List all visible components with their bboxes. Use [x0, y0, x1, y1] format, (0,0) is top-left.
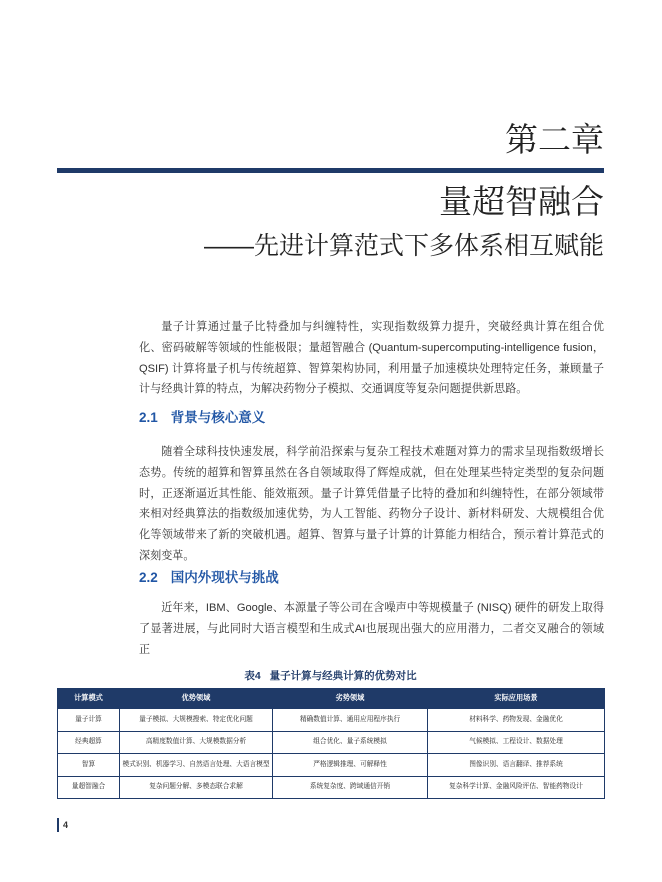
- cell-mode: 智算: [58, 754, 120, 777]
- chapter-subtitle: ——先进计算范式下多体系相互赋能: [203, 232, 604, 260]
- column-header-mode: 计算模式: [58, 689, 120, 709]
- section-paragraph: 随着全球科技快速发展，科学前沿探索与复杂工程技术难题对算力的需求呈现指数级增长态势。传统的超算和智算虽然在各自领域取得了辉煌成就，但在处理某些特定类型的复杂问题时，正逐渐逼近其性能、能效瓶颈。量子计算凭借量子比特的叠加和纠缠特性，在部分领域带来相对经典算法的指数级加速优势，为人工智能、药物分子设计、新材料研发、大规模组合优化等领域带来了新的突破机遇。超算、智算与量子计算的计算能力相结合，预示着计算范式的深刻变革。: [139, 446, 604, 562]
- table-caption-text: 量子计算与经典计算的优势对比: [269, 670, 417, 682]
- cell-mode: 量超智融合: [58, 776, 120, 799]
- page-number: [57, 818, 68, 832]
- column-header-weaknesses: 劣势领域: [273, 689, 428, 709]
- chapter-divider-rule: [57, 168, 604, 173]
- cell-weaknesses: 组合优化、量子系统模拟: [273, 731, 428, 754]
- cell-mode: 量子计算: [58, 709, 120, 732]
- section-heading: [139, 568, 279, 588]
- page-number-bar: [57, 818, 59, 832]
- column-header-strengths: 优势领域: [120, 689, 273, 709]
- cell-applications: 材料科学、药物发现、金融优化: [428, 709, 605, 732]
- cell-strengths: 模式识别、机器学习、自然语言处理、大语言模型: [120, 754, 273, 777]
- chapter-label: 第二章: [505, 121, 604, 158]
- section-number: 2.1: [139, 410, 158, 425]
- cell-strengths: 高精度数值计算、大规模数据分析: [120, 731, 273, 754]
- cell-weaknesses: 精确数值计算、通用应用程序执行: [273, 709, 428, 732]
- cell-applications: 气候模拟、工程设计、数据处理: [428, 731, 605, 754]
- section-title: 国内外现状与挑战: [170, 570, 279, 585]
- cell-weaknesses: 严格逻辑推理、可解释性: [273, 754, 428, 777]
- section-number: 2.2: [139, 570, 158, 585]
- table-header-row: [58, 689, 605, 709]
- section-heading: [139, 408, 265, 428]
- cell-weaknesses: 系统复杂度、跨域通信开销: [273, 776, 428, 799]
- cell-strengths: 复杂问题分解、多模态联合求解: [120, 776, 273, 799]
- table-row: [58, 709, 605, 732]
- column-header-applications: 实际应用场景: [428, 689, 605, 709]
- table-row: [58, 776, 605, 799]
- cell-mode: 经典超算: [58, 731, 120, 754]
- page-number-text: 4: [63, 820, 69, 830]
- intro-paragraph: 量子计算通过量子比特叠加与纠缠特性，实现指数级算力提升，突破经典计算在组合优化、密码破解等领域的性能极限；量超智融合 (Quantum-supercomputing-intelligence fusion，QSIF) 计算将量子机与传统超算、智算架构协同，利用量子加速模块处理特定任务，兼顾量子计与经典计算的特点，为解决药物分子模拟、交通调度等复杂问题提供新思路。: [139, 321, 604, 396]
- cell-applications: 图像识别、语言翻译、推荐系统: [428, 754, 605, 777]
- table-row: [58, 731, 605, 754]
- table-caption-number: 表4: [244, 670, 261, 682]
- cell-applications: 复杂科学计算、金融风险评估、智能药物设计: [428, 776, 605, 799]
- cell-strengths: 量子模拟、大规模搜索、特定优化问题: [120, 709, 273, 732]
- section-title: 背景与核心意义: [170, 410, 266, 425]
- table-row: [58, 754, 605, 777]
- chapter-title: 量超智融合: [439, 183, 604, 220]
- section-paragraph: 近年来，IBM、Google、本源量子等公司在含噪声中等规模量子 (NISQ) 硬件的研发上取得了显著进展，与此同时大语言模型和生成式AI也展现出强大的应用潜力，二者交叉融合的领域正: [139, 602, 604, 656]
- table-caption: [57, 669, 604, 683]
- comparison-table: [57, 688, 605, 799]
